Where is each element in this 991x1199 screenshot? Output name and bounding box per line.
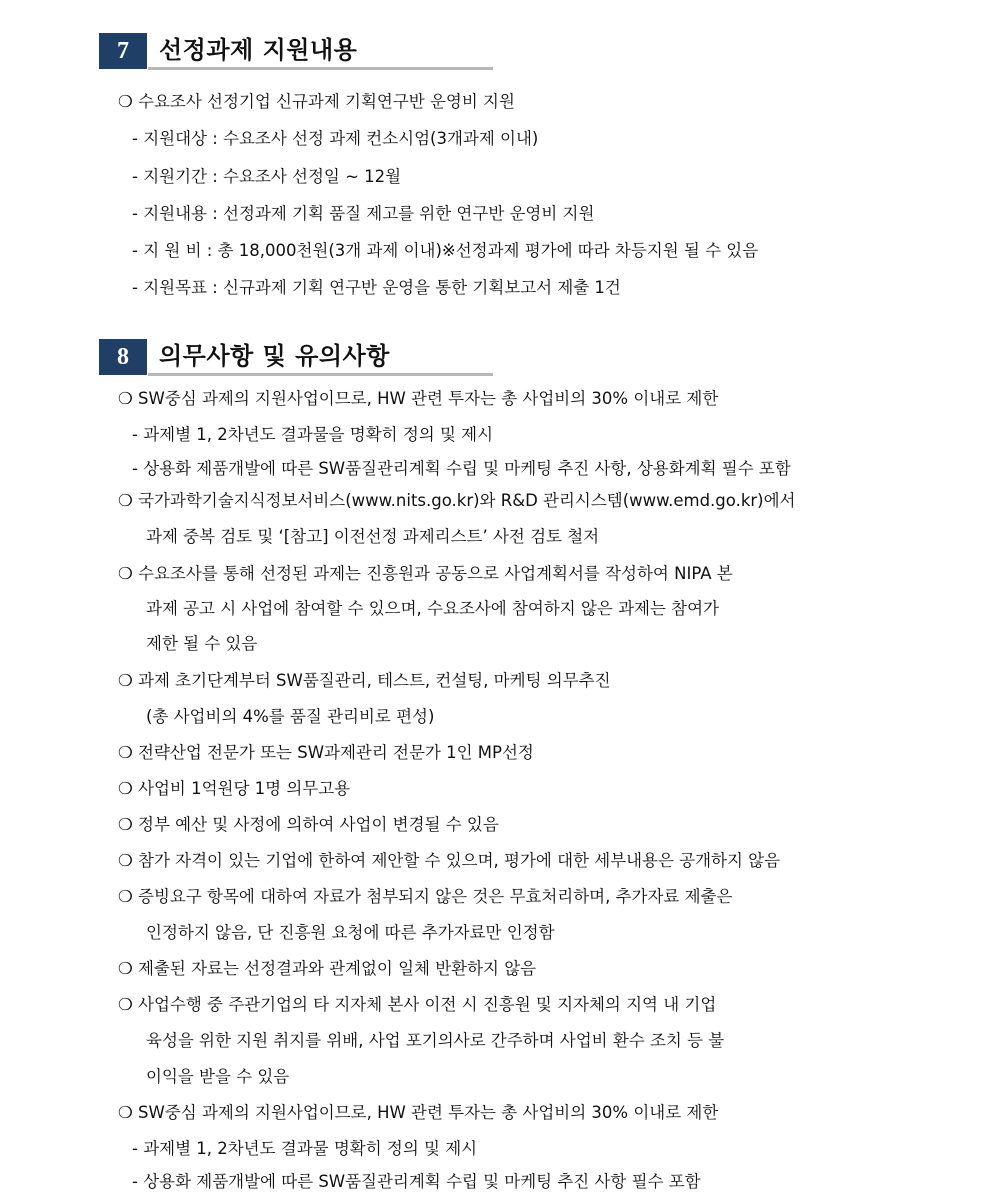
dash-item: - 상용화 제품개발에 따른 SW품질관리계획 수립 및 마케팅 추진 사항 필수 포함 [132,1172,701,1191]
continuation-line: 과제 공고 시 사업에 참여할 수 있으며, 수요조사에 참여하지 않은 과제는 참여가 [146,599,719,618]
bullet-item: ❍ 참가 자격이 있는 기업에 한하여 제안할 수 있으며, 평가에 대한 세부내용은 공개하지 않음 [118,851,781,870]
continuation-line: 제한 될 수 있음 [146,634,258,653]
bullet-item: ❍ SW중심 과제의 지원사업이므로, HW 관련 투자는 총 사업비의 30% 이내로 제한 [118,389,719,408]
dash-item: - 지원목표 : 신규과제 기획 연구반 운영을 통한 기획보고서 제출 1건 [132,278,621,297]
bullet-item: ❍ 전략산업 전문가 또는 SW과제관리 전문가 1인 MP선정 [118,743,534,762]
bullet-item: ❍ 증빙요구 항목에 대하여 자료가 첨부되지 않은 것은 무효처리하며, 추가자료 제출은 [118,887,733,906]
dash-item: - 과제별 1, 2차년도 결과물 명확히 정의 및 제시 [132,1139,478,1158]
dash-item: - 상용화 제품개발에 따른 SW품질관리계획 수립 및 마케팅 추진 사항, 상용화계획 필수 포함 [132,459,791,478]
dash-item: - 지원기간 : 수요조사 선정일 ~ 12월 [132,167,402,186]
bullet-item: ❍ 사업비 1억원당 1명 의무고용 [118,779,351,798]
section-7-underline [148,67,493,70]
bullet-item: ❍ 수요조사 선정기업 신규과제 기획연구반 운영비 지원 [118,92,515,111]
bullet-item: ❍ 사업수행 중 주관기업의 타 지자체 본사 이전 시 진흥원 및 지자체의 지역 내 기업 [118,995,717,1014]
section-7-number: 7 [99,33,147,69]
section-7-title: 선정과제 지원내용 [159,36,358,64]
bullet-item: ❍ 수요조사를 통해 선정된 과제는 진흥원과 공동으로 사업계획서를 작성하여 NIPA 본 [118,564,733,583]
continuation-line: 인정하지 않음, 단 진흥원 요청에 따른 추가자료만 인정함 [146,923,555,942]
continuation-line: 과제 중복 검토 및 ‘[참고] 이전선정 과제리스트’ 사전 검토 철저 [146,527,600,546]
bullet-item: ❍ 제출된 자료는 선정결과와 관계없이 일체 반환하지 않음 [118,959,537,978]
continuation-line: (총 사업비의 4%를 품질 관리비로 편성) [146,707,435,726]
continuation-line: 이익을 받을 수 있음 [146,1067,290,1086]
bullet-item: ❍ 과제 초기단계부터 SW품질관리, 테스트, 컨설팅, 마케팅 의무추진 [118,671,611,690]
continuation-line: 육성을 위한 지원 취지를 위배, 사업 포기의사로 간주하며 사업비 환수 조치 등 불 [146,1031,725,1050]
section-8-number: 8 [99,339,147,375]
bullet-item: ❍ 정부 예산 및 사정에 의하여 사업이 변경될 수 있음 [118,815,499,834]
bullet-item: ❍ SW중심 과제의 지원사업이므로, HW 관련 투자는 총 사업비의 30% 이내로 제한 [118,1103,719,1122]
bullet-item: ❍ 국가과학기술지식정보서비스(www.nits.go.kr)와 R&D 관리시스템(www.emd.go.kr)에서 [118,491,796,510]
dash-item: - 과제별 1, 2차년도 결과물을 명확히 정의 및 제시 [132,425,494,444]
dash-item: - 지 원 비 : 총 18,000천원(3개 과제 이내)※선정과제 평가에 따라 차등지원 될 수 있음 [132,241,759,260]
dash-item: - 지원내용 : 선정과제 기획 품질 제고를 위한 연구반 운영비 지원 [132,204,595,223]
dash-item: - 지원대상 : 수요조사 선정 과제 컨소시엄(3개과제 이내) [132,129,539,148]
section-8-title: 의무사항 및 유의사항 [159,342,390,370]
section-8-underline [148,373,493,376]
